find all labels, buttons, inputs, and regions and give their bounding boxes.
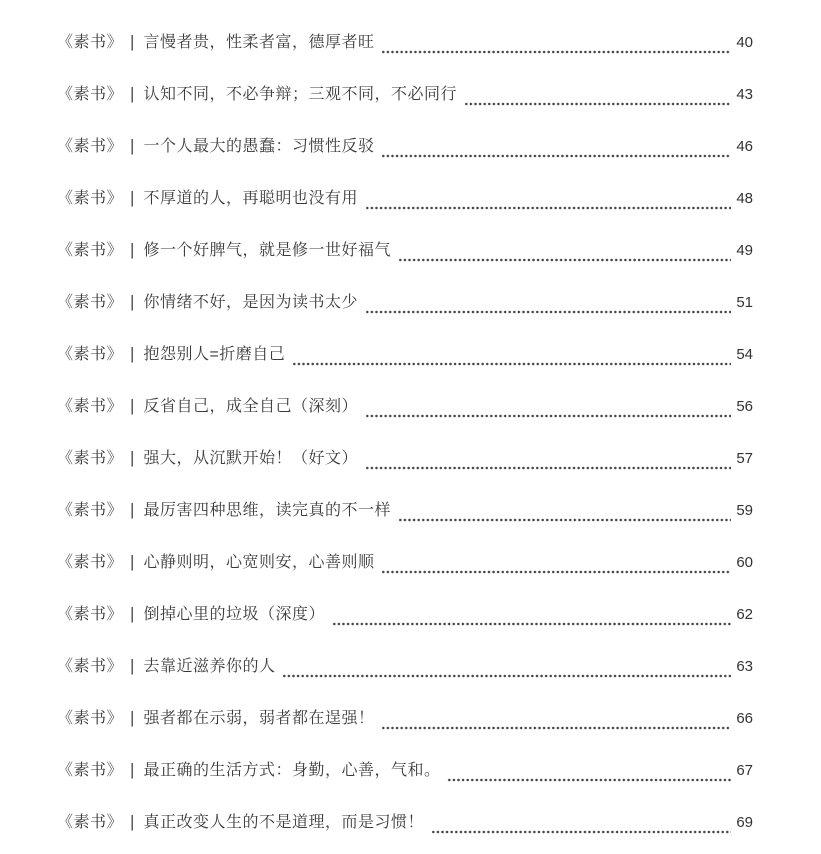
toc-dot-leader (332, 604, 731, 641)
toc-separator: | (130, 84, 135, 103)
toc-entry-title: 最正确的生活方式：身勤，心善，气和。 (143, 762, 441, 779)
toc-separator: | (130, 708, 135, 727)
toc-entry[interactable] (57, 537, 753, 589)
toc-book-label: 《素书》 (57, 450, 124, 467)
toc-book-label: 《素书》 (57, 34, 124, 51)
toc-separator: | (130, 500, 135, 519)
toc-entry[interactable] (57, 485, 753, 537)
toc-page-number: 59 (736, 502, 753, 519)
toc-entry-title: 倒掉心里的垃圾（深度） (143, 606, 325, 623)
toc-dot-leader (365, 448, 731, 485)
toc-book-label: 《素书》 (57, 398, 124, 415)
toc-book-label: 《素书》 (57, 86, 124, 103)
toc-entry[interactable] (57, 693, 753, 745)
toc-separator: | (130, 32, 135, 51)
toc-entry[interactable] (57, 277, 753, 329)
toc-book-label: 《素书》 (57, 346, 124, 363)
toc-entry[interactable] (57, 225, 753, 277)
toc-page-number: 66 (736, 710, 753, 727)
toc-dot-leader (381, 708, 731, 745)
toc-dot-leader (431, 812, 731, 849)
toc-separator: | (130, 448, 135, 467)
toc-book-label: 《素书》 (57, 710, 124, 727)
toc-entry-title: 真正改变人生的不是道理，而是习惯！ (143, 814, 424, 831)
toc-entry[interactable] (57, 173, 753, 225)
toc-dot-leader (365, 396, 731, 433)
toc-dot-leader (381, 32, 731, 69)
toc-dot-leader (365, 292, 731, 329)
toc-page-number: 48 (736, 190, 753, 207)
toc-entry-title: 不厚道的人，再聪明也没有用 (143, 190, 358, 207)
toc-page-number: 54 (736, 346, 753, 363)
toc-dot-leader (292, 344, 731, 381)
toc-page-number: 43 (736, 86, 753, 103)
toc-entry[interactable] (57, 381, 753, 433)
toc-separator: | (130, 240, 135, 259)
toc-page-number: 69 (736, 814, 753, 831)
toc-entry-title: 言慢者贵，性柔者富，德厚者旺 (143, 34, 375, 51)
toc-dot-leader (381, 136, 731, 173)
toc-dot-leader (381, 552, 731, 589)
toc-entry[interactable] (57, 69, 753, 121)
toc-entry-title: 抱怨别人=折磨自己 (143, 346, 286, 363)
toc-page-number: 51 (736, 294, 753, 311)
toc-separator: | (130, 604, 135, 623)
toc-dot-leader (282, 656, 731, 693)
toc-separator: | (130, 812, 135, 831)
toc-page-number: 63 (736, 658, 753, 675)
toc-page-number: 60 (736, 554, 753, 571)
toc-book-label: 《素书》 (57, 138, 124, 155)
toc-separator: | (130, 396, 135, 415)
toc-entry-title: 最厉害四种思维，读完真的不一样 (143, 502, 391, 519)
toc-entry-title: 修一个好脾气，就是修一世好福气 (143, 242, 391, 259)
toc-book-label: 《素书》 (57, 294, 124, 311)
toc-book-label: 《素书》 (57, 606, 124, 623)
toc-entry[interactable] (57, 745, 753, 797)
toc-page-number: 57 (736, 450, 753, 467)
toc-entry-title: 强大，从沉默开始！（好文） (143, 450, 358, 467)
toc-entry-title: 一个人最大的愚蠢：习惯性反驳 (143, 138, 375, 155)
toc-page-number: 49 (736, 242, 753, 259)
toc-dot-leader (365, 188, 731, 225)
toc-book-label: 《素书》 (57, 502, 124, 519)
toc-page-number: 67 (736, 762, 753, 779)
toc-separator: | (130, 552, 135, 571)
toc-book-label: 《素书》 (57, 554, 124, 571)
toc-separator: | (130, 292, 135, 311)
toc-book-label: 《素书》 (57, 814, 124, 831)
toc-entry-title: 心静则明，心宽则安，心善则顺 (143, 554, 375, 571)
toc-entry-title: 你情绪不好，是因为读书太少 (143, 294, 358, 311)
toc-entry[interactable] (57, 589, 753, 641)
toc-book-label: 《素书》 (57, 190, 124, 207)
toc-page-number: 56 (736, 398, 753, 415)
toc-page-number: 62 (736, 606, 753, 623)
toc-separator: | (130, 344, 135, 363)
toc-dot-leader (398, 240, 731, 277)
toc-entry-title: 反省自己，成全自己（深刻） (143, 398, 358, 415)
toc-book-label: 《素书》 (57, 242, 124, 259)
toc-entry[interactable] (57, 17, 753, 69)
toc-book-label: 《素书》 (57, 762, 124, 779)
toc-entry[interactable] (57, 433, 753, 485)
toc-entry[interactable] (57, 121, 753, 173)
toc-page-number: 46 (736, 138, 753, 155)
toc-entry-title: 认知不同，不必争辩；三观不同，不必同行 (143, 86, 457, 103)
toc-dot-leader (447, 760, 731, 797)
toc-dot-leader (398, 500, 731, 537)
toc-book-label: 《素书》 (57, 658, 124, 675)
toc-separator: | (130, 656, 135, 675)
toc-separator: | (130, 136, 135, 155)
toc-entry-title: 强者都在示弱，弱者都在逞强！ (143, 710, 375, 727)
toc-entry[interactable] (57, 329, 753, 381)
toc-separator: | (130, 760, 135, 779)
toc-entry[interactable] (57, 641, 753, 693)
toc-dot-leader (464, 84, 731, 121)
toc-entry-title: 去靠近滋养你的人 (143, 658, 276, 675)
toc-separator: | (130, 188, 135, 207)
toc-page-number: 40 (736, 34, 753, 51)
toc-entry[interactable] (57, 797, 753, 849)
